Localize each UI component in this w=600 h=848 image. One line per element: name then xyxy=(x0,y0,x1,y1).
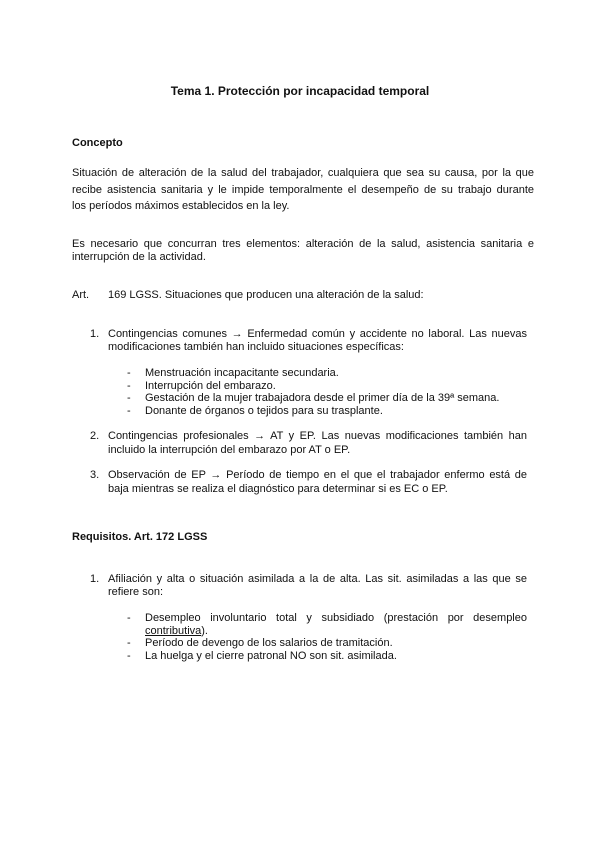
concepto-line-3: los períodos máximos establecidos en la ley. xyxy=(72,200,290,212)
concepto-line-2: recibe asistencia sanitaria y le impide temporalmente el desempeño de su trabajo durante xyxy=(72,184,534,196)
sub-list-item: Período de devengo de los salarios de tramitación. xyxy=(145,637,393,649)
elementos-line-1: Es necesario que concurran tres elementos: alteración de la salud, asistencia sanitaria e xyxy=(72,238,534,250)
list-item-line: baja mientras se realiza el diagnóstico para determinar si es EC o EP. xyxy=(108,483,448,495)
articulo-text: 169 LGSS. Situaciones que producen una alteración de la salud: xyxy=(108,289,424,301)
page-title: Tema 1. Protección por incapacidad temporal xyxy=(170,84,430,98)
list-number: 3. xyxy=(90,469,100,481)
dash-bullet: - xyxy=(127,405,131,417)
list-item-line: refiere son: xyxy=(108,586,164,598)
concepto-line-1: Situación de alteración de la salud del trabajador, cualquiera que sea su causa, por la que xyxy=(72,167,534,179)
list-item-line: modificaciones también han incluido situaciones específicas: xyxy=(108,341,404,353)
dash-bullet: - xyxy=(127,367,131,379)
punctuation: ). xyxy=(201,625,208,637)
list-number: 2. xyxy=(90,430,100,442)
list-item-line: Contingencias profesionales → AT y EP. Las nuevas modificaciones también han xyxy=(108,430,527,442)
dash-bullet: - xyxy=(127,380,131,392)
list-number: 1. xyxy=(90,328,100,340)
dash-bullet: - xyxy=(127,392,131,404)
list-item-line: Afiliación y alta o situación asimilada a la de alta. Las sit. asimiladas a las que se xyxy=(108,573,527,585)
elementos-line-2: interrupción de la actividad. xyxy=(72,251,206,263)
list-item-line: incluido la interrupción del embarazo por AT o EP. xyxy=(108,444,351,456)
dash-bullet: - xyxy=(127,650,131,662)
sub-list-item: Desempleo involuntario total y subsidiado (prestación por desempleo xyxy=(145,612,527,624)
underlined-term: contributiva xyxy=(145,625,202,637)
sub-list-item: Gestación de la mujer trabajadora desde el primer día de la 39ª semana. xyxy=(145,392,500,404)
list-item-line: Observación de EP → Período de tiempo en el que el trabajador enfermo está de xyxy=(108,469,527,481)
sub-list-item: Donante de órganos o tejidos para su trasplante. xyxy=(145,405,383,417)
list-number: 1. xyxy=(90,573,100,585)
sub-list-item: Menstruación incapacitante secundaria. xyxy=(145,367,339,379)
list-item-line: Contingencias comunes → Enfermedad común y accidente no laboral. Las nuevas xyxy=(108,328,527,340)
sub-list-item: Interrupción del embarazo. xyxy=(145,380,276,392)
section-heading-requisitos: Requisitos. Art. 172 LGSS xyxy=(72,531,208,543)
section-heading-concepto: Concepto xyxy=(72,137,123,149)
dash-bullet: - xyxy=(127,612,131,624)
dash-bullet: - xyxy=(127,637,131,649)
articulo-label: Art. xyxy=(72,289,90,301)
sub-list-item: La huelga y el cierre patronal NO son sit. asimilada. xyxy=(145,650,397,662)
